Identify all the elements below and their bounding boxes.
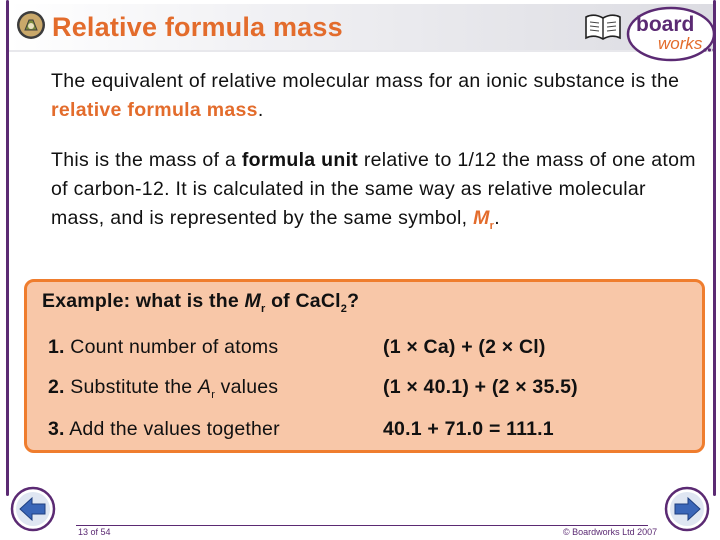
intro-text: The equivalent of relative molecular mass for an ionic substance is the [51, 70, 680, 92]
right-frame-border [713, 0, 716, 496]
next-arrow-icon [666, 488, 708, 530]
definition-start: This is the mass of a [51, 149, 242, 171]
step-3-calc: 40.1 + 71.0 = 111.1 [383, 418, 554, 440]
definition-period: . [494, 207, 500, 229]
heading-question-mark: ? [347, 290, 360, 312]
step-2-number: 2. [48, 376, 65, 398]
example-heading [42, 290, 359, 315]
heading-formula-sub: 2 [340, 302, 348, 315]
step-3-label [48, 418, 280, 441]
title-divider [9, 50, 713, 52]
page-counter: 13 of 54 [78, 527, 111, 537]
step-2-symbol-sub: r [211, 388, 216, 401]
mr-symbol [473, 207, 495, 232]
step-2-symbol: A [197, 376, 212, 398]
step-1-label [48, 336, 278, 359]
step-3-number: 3. [48, 418, 65, 440]
mr-symbol-main: M [473, 207, 490, 229]
mr-symbol-sub: r [489, 219, 495, 232]
svg-text:board: board [636, 13, 695, 36]
boardworks-logo [626, 6, 716, 62]
step-1-number: 1. [48, 336, 65, 358]
intro-period: . [257, 99, 264, 121]
chemistry-icon [16, 10, 46, 40]
step-1-calc: (1 × Ca) + (2 × Cl) [383, 336, 546, 358]
term-relative-formula-mass: relative formula mass [51, 99, 258, 121]
previous-arrow-icon [12, 488, 54, 530]
page-title: Relative formula mass [52, 12, 343, 42]
next-slide-button[interactable] [664, 486, 710, 532]
heading-symbol: M [244, 290, 261, 312]
heading-symbol-sub: r [260, 302, 266, 315]
step-2-label [48, 376, 278, 401]
heading-formula: of CaCl [265, 290, 341, 312]
footer-divider [76, 525, 648, 526]
left-frame-border [6, 0, 9, 496]
step-2-text-suffix: values [215, 376, 279, 398]
heading-prefix: Example: what is the [42, 290, 245, 312]
step-2-text-prefix: Substitute the [70, 376, 198, 398]
step-3-text: Add the values together [69, 418, 280, 440]
copyright-notice: © Boardworks Ltd 2007 [563, 527, 658, 537]
step-2-calc: (1 × 40.1) + (2 × 35.5) [383, 376, 578, 398]
term-formula-unit: formula unit [241, 149, 359, 171]
definition-middle: relative to 1/12 the mass of one atom of carbon-12. It is calculated in the same way as relative molecular mass, and is represented by the same symbol, [51, 149, 696, 229]
definition-paragraph [51, 146, 701, 241]
svg-text:works: works [658, 34, 703, 53]
intro-paragraph [51, 67, 701, 125]
previous-slide-button[interactable] [10, 486, 56, 532]
step-1-text: Count number of atoms [70, 336, 279, 358]
book-icon[interactable] [584, 13, 622, 41]
